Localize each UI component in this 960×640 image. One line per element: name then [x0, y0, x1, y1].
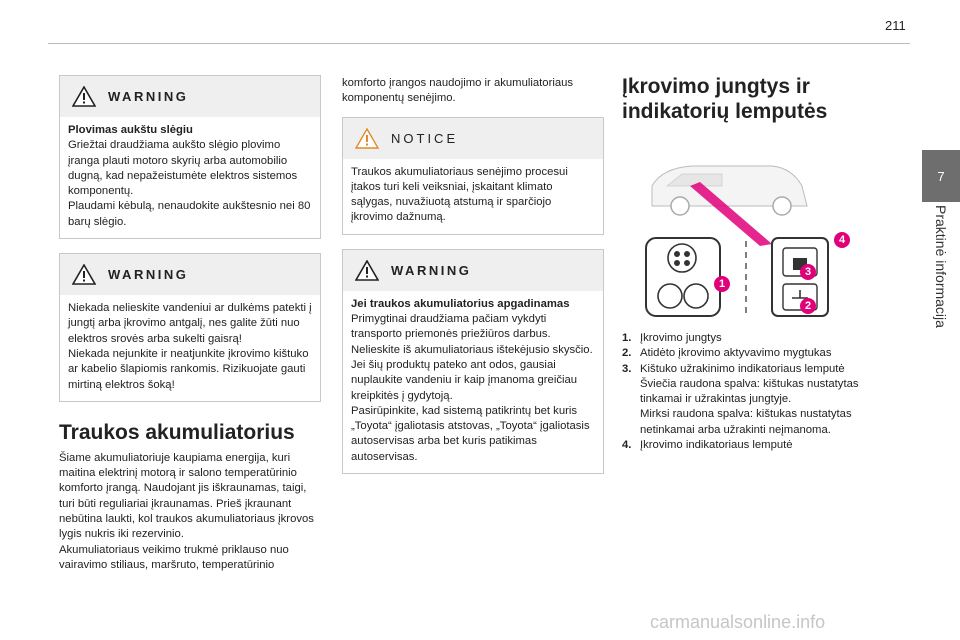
warning-icon [72, 264, 96, 285]
list-item: 3. Kištuko užrakinimo indikatoriaus lemputė Šviečia raudona spalva: kištukas nustatytas tinkamai ir užrakintas jungtyje. Mirksi raudona spalva: kištukas nustatytas netinkamai arba užrakinti neįmanoma. [622, 362, 859, 436]
callout-3: 3 [800, 264, 816, 280]
warning-subtitle: Jei traukos akumuliatorius apgadinamas [351, 297, 570, 310]
warning-title: WARNING [108, 267, 189, 283]
callout-1: 1 [714, 276, 730, 292]
watermark: carmanualsonline.info [650, 612, 826, 632]
warning-box-1 [59, 75, 321, 239]
list-item: 2. Atidėto įkrovimo aktyvavimo mygtukas [622, 347, 832, 360]
chapter-title: Praktinė informacija [933, 205, 949, 328]
charging-port-illustration [622, 146, 852, 321]
notice-header [343, 118, 603, 159]
warning-text: Griežtai draudžiama aukšto slėgio plovimo įranga plauti motoro skyrių arba automobilio dugną, kad nepažeistumėte elektros sistemos komponentų. Plaudami kėbulą, nenaudokite aukštesnio nei 80 barų slėgio. [68, 139, 311, 228]
notice-icon [355, 128, 379, 149]
section-body: Šiame akumuliatoriuje kaupiama energija, kuri maitina elektrinį motorą ir salono temperatūrinio komforto įrangą. Naudojant jis iškraunamas, taigi, turi būti reguliariai įkraunamas. Prieš įkraunant nebūtina laukti, kol traukos akumuliatoriaus įkrovos lygis nukris iki rezervinio. Akumuliatoriaus veikimo trukmė priklauso nuo vairavimo stiliaus, maršruto, temperatūrinio [59, 451, 314, 571]
notice-body [343, 159, 603, 234]
warning-body [60, 295, 320, 401]
callout-4: 4 [834, 232, 850, 248]
notice-box [342, 117, 604, 235]
column-2 [342, 60, 604, 488]
callout-2: 2 [800, 298, 816, 314]
warning-header [60, 76, 320, 117]
warning-body [343, 291, 603, 473]
column-1 [59, 60, 321, 573]
warning-box-3 [342, 249, 604, 474]
warning-text: Niekada nelieskite vandeniui ar dulkėms patekti į jungtį arba įkrovimo antgalį, nes galite žūti nuo elektros srovės arba sukelti gaisrą! Niekada nejunkite ir neatjunkite įkrovimo kištuko ar kabelio šlapiomis rankomis. Rizikuojate gauti mirtiną elektros šoką! [68, 302, 312, 391]
top-rule [48, 43, 910, 44]
page-number: 211 [885, 18, 906, 33]
column-3 [622, 60, 867, 453]
charging-port-figure [622, 146, 852, 321]
continuation-text: komforto įrangos naudojimo ir akumuliatoriaus komponentų senėjimo. [342, 77, 574, 105]
list-item: 4. Įkrovimo indikatoriaus lemputė [622, 439, 793, 452]
warning-title: WARNING [108, 89, 189, 104]
chapter-tab[interactable]: 7 [922, 150, 960, 202]
list-item: 1. Įkrovimo jungtys [622, 332, 722, 344]
warning-icon [355, 260, 379, 281]
warning-header [343, 250, 603, 291]
warning-text: Primygtinai draudžiama pačiam vykdyti transporto priemonės priežiūros darbus. Nelieskite iš akumuliatoriaus ištekėjusio skysčio. Jei šių produktų pateko ant odos, gausiai nuplaukite vandeniu ir kaip įmanoma greičiau kreipkitės į gydytoją. Pasirūpinkite, kad sistemą patikrintų bet kuris „Toyota“ įgaliotasis atstovas, „Toyota“ įgaliotasis autoservisas arba bet kuris patikimas autoservisas. [351, 313, 593, 463]
warning-title: WARNING [391, 262, 472, 278]
warning-body [60, 117, 320, 238]
legend-list [622, 331, 867, 453]
notice-title: NOTICE [391, 130, 459, 146]
section-heading: Traukos akumuliatorius [59, 420, 295, 444]
notice-text: Traukos akumuliatoriaus senėjimo procesui įtakos turi keli veiksniai, įskaitant klimato sąlygas, nuvažiuotą atstumą ir sparčiojo įkrovimo dažnumą. [351, 165, 568, 224]
warning-box-2 [59, 253, 321, 402]
warning-header [60, 254, 320, 295]
warning-icon [72, 86, 96, 107]
warning-subtitle: Plovimas aukštu slėgiu [68, 124, 193, 136]
section-heading: Įkrovimo jungtys ir indikatorių lemputės [622, 75, 828, 123]
